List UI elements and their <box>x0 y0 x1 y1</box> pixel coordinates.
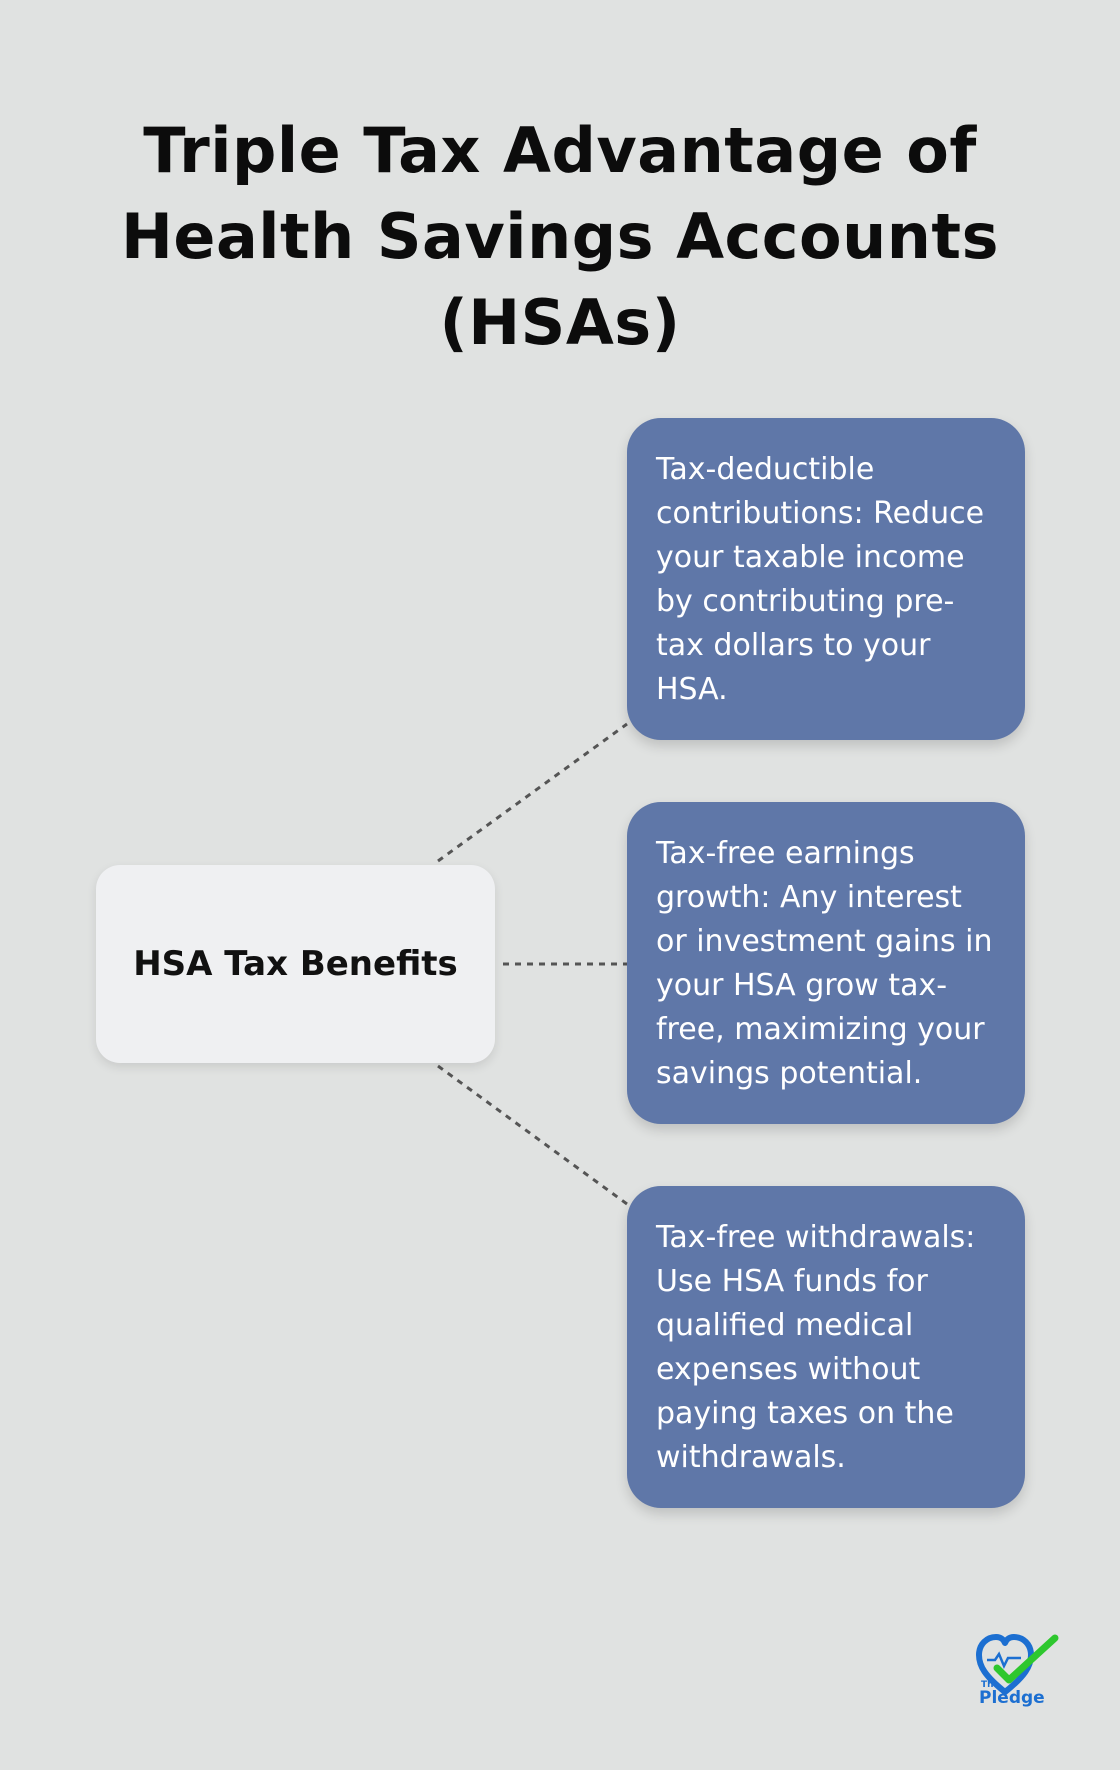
logo-name-text: Pledge <box>979 1688 1045 1708</box>
benefit-card-withdrawals <box>627 1186 1025 1508</box>
connector-line-top <box>438 724 627 861</box>
connector-line-bottom <box>438 1066 627 1204</box>
benefit-card-growth <box>627 802 1025 1124</box>
benefit-text: Tax-free withdrawals: Use HSA funds for qualified medical expenses without paying taxes on the withdrawals. <box>656 1220 976 1475</box>
page-title: Triple Tax Advantage of Health Savings Accounts (HSAs) <box>121 114 999 359</box>
pledge-logo <box>975 1630 1060 1710</box>
hub-node <box>96 865 495 1063</box>
benefit-text: Tax-free earnings growth: Any interest or investment gains in your HSA grow tax-free, maximizing your savings potential. <box>656 836 993 1091</box>
benefit-card-deductible <box>627 418 1025 740</box>
hub-label: HSA Tax Benefits <box>133 944 458 984</box>
benefit-text: Tax-deductible contributions: Reduce your taxable income by contributing pre-tax dollars to your HSA. <box>656 452 985 707</box>
pulse-icon <box>987 1654 1021 1666</box>
logo-small-text: The <box>981 1680 1000 1690</box>
